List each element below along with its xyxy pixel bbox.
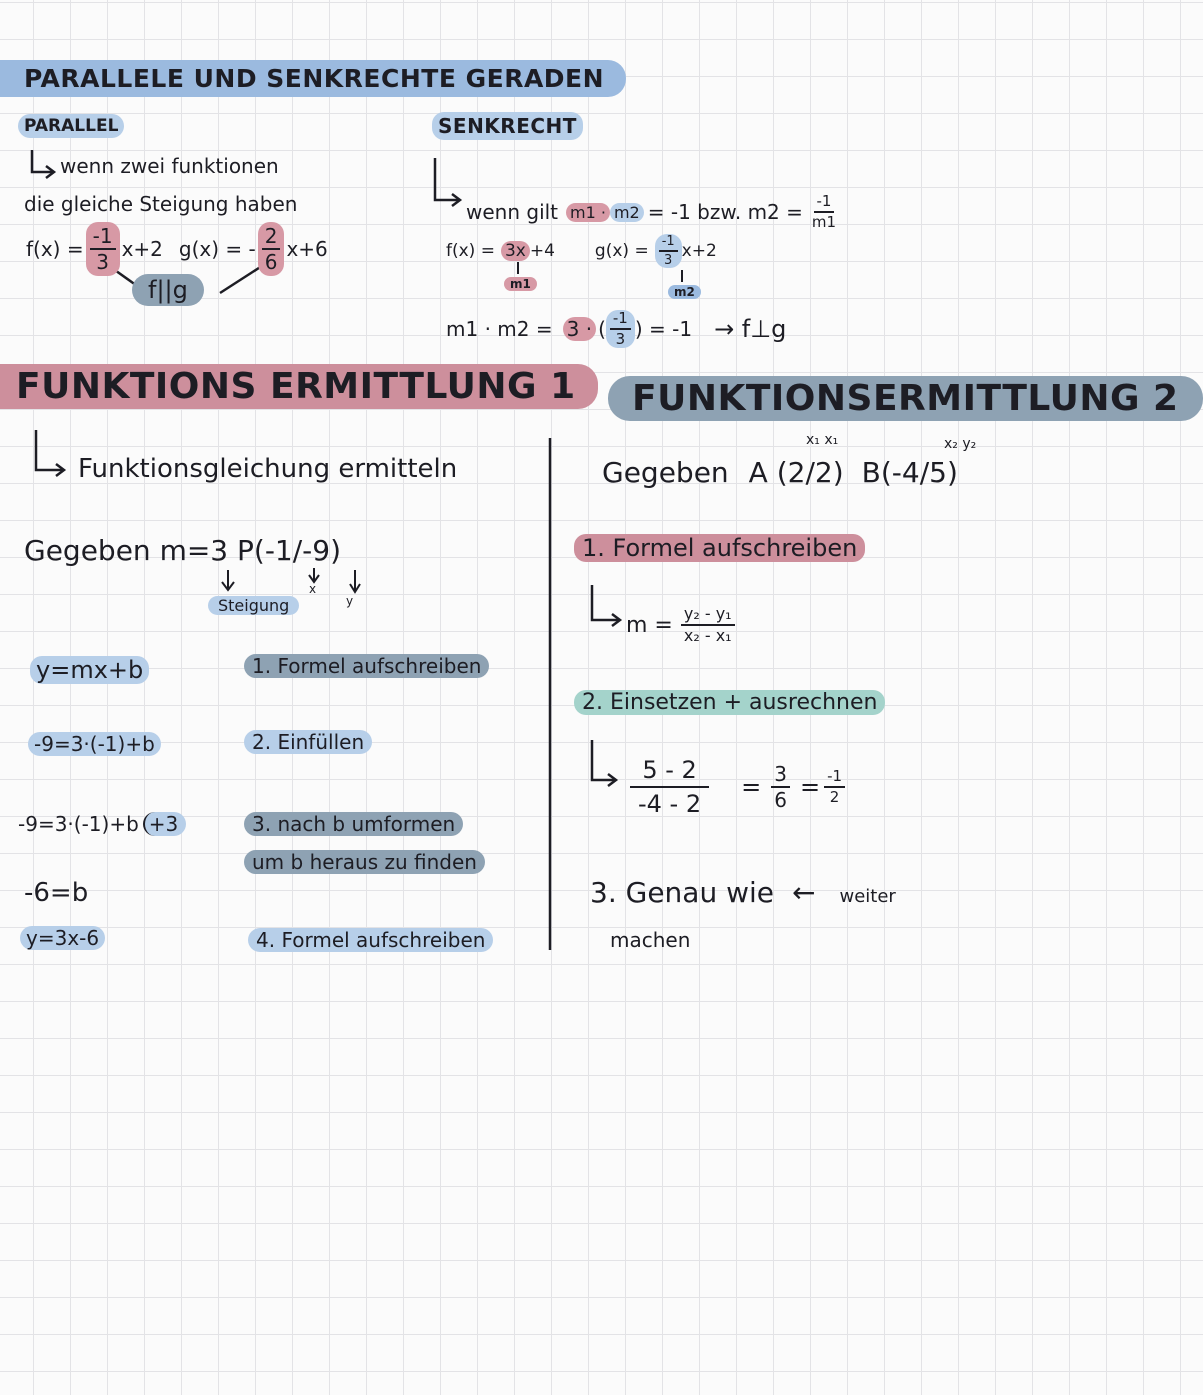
ermittlung2-r2-num: -1	[824, 769, 845, 788]
senkrecht-g-slope	[655, 234, 682, 268]
senkrecht-g-prefix: g(x) =	[594, 241, 649, 261]
senkrecht-calc-prefix: m1 · m2 =	[446, 317, 553, 341]
ermittlung2-m-frac	[681, 606, 735, 644]
parallel-f-prefix: f(x) =	[26, 237, 84, 261]
senkrecht-calc-arrow: → f⊥g	[714, 315, 787, 343]
ermittlung2-given	[602, 456, 958, 489]
ermittlung2-r2-frac	[824, 769, 845, 805]
ermittlung1-left-step-2: -9=3·(-1)+b	[28, 732, 161, 756]
ermittlung2-m-eq: m =	[626, 612, 673, 638]
parallel-f-suffix: x+2	[121, 237, 163, 261]
senkrecht-heading: SENKRECHT	[432, 112, 583, 140]
ermittlung1-right-step-2: 2. Einfüllen	[244, 730, 372, 754]
senkrecht-g-den: 3	[664, 253, 673, 268]
parallel-equations	[26, 222, 328, 276]
senkrecht-cond-prefix: wenn gilt	[466, 200, 559, 224]
ermittlung1-right-step-3: 3. nach b umformen	[244, 812, 463, 836]
senkrecht-calc: m1 · m2 = 3 · ( $\frac{-1}{3}$ ) = -1 → f⊥g	[446, 309, 787, 348]
parallel-g-suffix: x+6	[286, 237, 328, 261]
ermittlung1-left-step-5: y=3x-6	[20, 926, 105, 950]
main-title: PARALLELE UND SENKRECHTE GERADEN	[0, 60, 626, 97]
ermittlung1-right-step-4: 4. Formel aufschreiben	[248, 928, 493, 952]
parallel-g-den: 6	[264, 250, 278, 274]
ermittlung1-heading: FUNKTIONS ERMITTLUNG 1	[0, 364, 598, 409]
ermittlung2-eq2: =	[799, 773, 821, 801]
ermittlung2-calc-num: 5 - 2	[630, 758, 708, 788]
ermittlung1-x-label: x	[309, 582, 317, 596]
parallel-f-slope	[86, 222, 120, 276]
ermittlung1-steigung: Steigung	[208, 596, 299, 615]
ermittlung2-calc-frac	[626, 758, 713, 816]
senkrecht-calc-frac	[606, 310, 635, 348]
ermittlung2-a-labels: x₁ x₁	[806, 432, 839, 448]
ermittlung2-step3b: weiter	[839, 886, 896, 907]
senkrecht-calc-den: 3	[615, 330, 626, 348]
ermittlung1-right-step-1: 1. Formel aufschreiben	[244, 654, 489, 678]
senkrecht-f-rest: +4	[529, 241, 555, 261]
parallel-line2: die gleiche Steigung haben	[24, 192, 298, 216]
senkrecht-f-prefix: f(x) =	[446, 241, 495, 261]
ermittlung2-formula	[626, 606, 735, 644]
senkrecht-m1-label: m1	[504, 277, 537, 291]
ermittlung2-step1: 1. Formel aufschreiben	[574, 534, 865, 562]
ermittlung1-left-step-3-op: +3	[143, 812, 186, 836]
ermittlung2-r1-num: 3	[771, 764, 790, 788]
ermittlung2-calc-den: -4 - 2	[638, 790, 702, 818]
parallel-g-num: 2	[262, 226, 281, 250]
ermittlung1-left-step-3-eq: -9=3·(-1)+b	[18, 812, 139, 836]
ermittlung2-r1-frac	[771, 764, 790, 810]
ermittlung2-step3c: machen	[610, 928, 691, 952]
ermittlung2-calc	[626, 758, 845, 816]
ermittlung2-point-a: A (2/2)	[748, 456, 844, 489]
ermittlung2-heading: FUNKTIONSERMITTLUNG 2	[608, 376, 1203, 421]
ermittlung2-m-den: x₂ - x₁	[683, 626, 732, 645]
senkrecht-cond-rest: = -1 bzw. m2 =	[647, 200, 803, 224]
ermittlung2-r1-den: 6	[774, 788, 787, 812]
parallel-f-num: -1	[90, 226, 116, 250]
ermittlung2-given-prefix: Gegeben	[602, 456, 729, 489]
parallel-g-prefix: g(x) = -	[178, 237, 256, 261]
ermittlung2-point-b: B(-4/5)	[861, 456, 958, 489]
parallel-line1: wenn zwei funktionen	[60, 154, 279, 178]
ermittlung1-y-label: y	[346, 594, 354, 608]
ermittlung2-step3-arrow: ←	[792, 876, 816, 909]
senkrecht-cond-m1: m1 ·	[566, 203, 610, 222]
ermittlung2-r2-den: 2	[829, 788, 840, 806]
senkrecht-cond-num: -1	[814, 194, 835, 213]
ermittlung2-step3a: 3. Genau wie	[590, 876, 774, 909]
ermittlung2-step3	[590, 876, 896, 909]
ermittlung1-given: Gegeben m=3 P(-1/-9)	[24, 534, 342, 567]
senkrecht-f-slope: 3x	[501, 241, 530, 261]
ermittlung2-m-num: y₂ - y₁	[681, 606, 735, 626]
senkrecht-g-rest: x+2	[681, 241, 717, 261]
ermittlung1-left-step-3	[18, 812, 186, 836]
senkrecht-cond-frac	[809, 194, 839, 230]
parallel-g-slope	[258, 222, 285, 276]
senkrecht-condition	[466, 194, 839, 230]
ermittlung2-eq1: =	[741, 773, 762, 801]
senkrecht-cond-m2: m2	[610, 203, 644, 222]
senkrecht-cond-den: m1	[811, 213, 837, 231]
parallel-heading: PARALLEL	[18, 114, 124, 138]
ermittlung2-b-labels: x₂ y₂	[944, 436, 977, 452]
senkrecht-calc-a: 3 ·	[563, 317, 596, 341]
ermittlung1-left-step-4: -6=b	[24, 878, 89, 908]
ermittlung2-step2: 2. Einsetzen + ausrechnen	[574, 690, 885, 715]
senkrecht-g-num: -1	[659, 235, 678, 252]
senkrecht-calc-num: -1	[610, 311, 631, 330]
ermittlung1-right-step-3b: um b heraus zu finden	[244, 850, 485, 874]
senkrecht-m2-label: m2	[668, 285, 701, 299]
parallel-f-den: 3	[96, 250, 109, 274]
senkrecht-calc-rest: ) = -1	[634, 317, 693, 341]
ermittlung1-intro: Funktionsgleichung ermitteln	[78, 454, 458, 484]
ermittlung1-left-step-1: y=mx+b	[30, 656, 149, 684]
parallel-result: f||g	[132, 274, 204, 306]
senkrecht-equations	[446, 234, 717, 268]
